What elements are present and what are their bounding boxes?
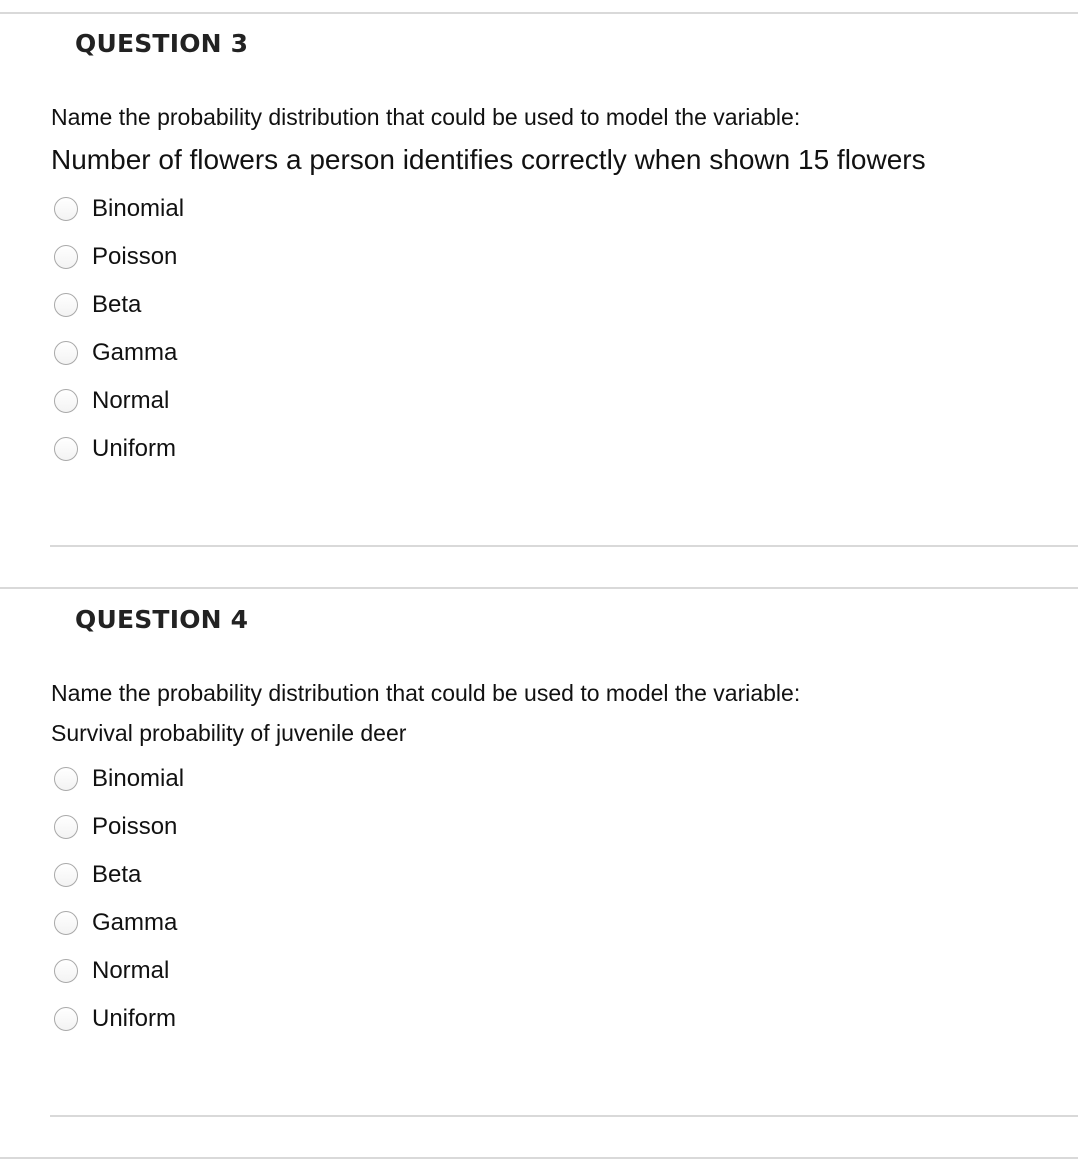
question-3-option-beta[interactable] (54, 281, 184, 329)
radio-button[interactable] (54, 389, 78, 413)
radio-button[interactable] (54, 437, 78, 461)
question-4-options (54, 755, 184, 1043)
option-label: Gamma (92, 909, 178, 936)
radio-button[interactable] (54, 197, 78, 221)
question-4-prompt: Name the probability distribution that could be used to model the variable: (51, 680, 801, 706)
question-3-variable: Number of flowers a person identifies correctly when shown 15 flowers (51, 144, 926, 175)
question-4-option-normal[interactable] (54, 947, 184, 995)
radio-button[interactable] (54, 863, 78, 887)
question-4-variable: Survival probability of juvenile deer (51, 720, 407, 746)
question-4-option-beta[interactable] (54, 851, 184, 899)
section-divider (0, 587, 1078, 589)
option-label: Binomial (92, 195, 185, 222)
question-3-option-poisson[interactable] (54, 233, 184, 281)
radio-button[interactable] (54, 1007, 78, 1031)
option-label: Beta (92, 861, 142, 888)
bottom-divider (0, 1157, 1078, 1159)
radio-button[interactable] (54, 959, 78, 983)
question-3-option-uniform[interactable] (54, 425, 184, 473)
option-label: Poisson (92, 813, 178, 840)
question-4-option-poisson[interactable] (54, 803, 184, 851)
option-label: Uniform (92, 435, 177, 462)
top-divider (0, 12, 1078, 14)
question-4-bottom-divider (50, 1115, 1078, 1117)
question-3-options (54, 185, 184, 473)
radio-button[interactable] (54, 341, 78, 365)
question-4-option-gamma[interactable] (54, 899, 184, 947)
radio-button[interactable] (54, 911, 78, 935)
option-label: Normal (92, 387, 170, 414)
radio-button[interactable] (54, 767, 78, 791)
option-label: Poisson (92, 243, 178, 270)
option-label: Normal (92, 957, 170, 984)
option-label: Uniform (92, 1005, 177, 1032)
question-3-prompt: Name the probability distribution that could be used to model the variable: (51, 104, 801, 130)
question-3-title: QUESTION 3 (75, 29, 249, 58)
radio-button[interactable] (54, 815, 78, 839)
option-label: Gamma (92, 339, 178, 366)
question-4-option-uniform[interactable] (54, 995, 184, 1043)
option-label: Beta (92, 291, 142, 318)
radio-button[interactable] (54, 293, 78, 317)
question-3-option-normal[interactable] (54, 377, 184, 425)
question-4-option-binomial[interactable] (54, 755, 184, 803)
question-3-option-binomial[interactable] (54, 185, 184, 233)
option-label: Binomial (92, 765, 185, 792)
radio-button[interactable] (54, 245, 78, 269)
question-3-option-gamma[interactable] (54, 329, 184, 377)
question-4-title: QUESTION 4 (75, 605, 249, 634)
question-3-bottom-divider (50, 545, 1078, 547)
